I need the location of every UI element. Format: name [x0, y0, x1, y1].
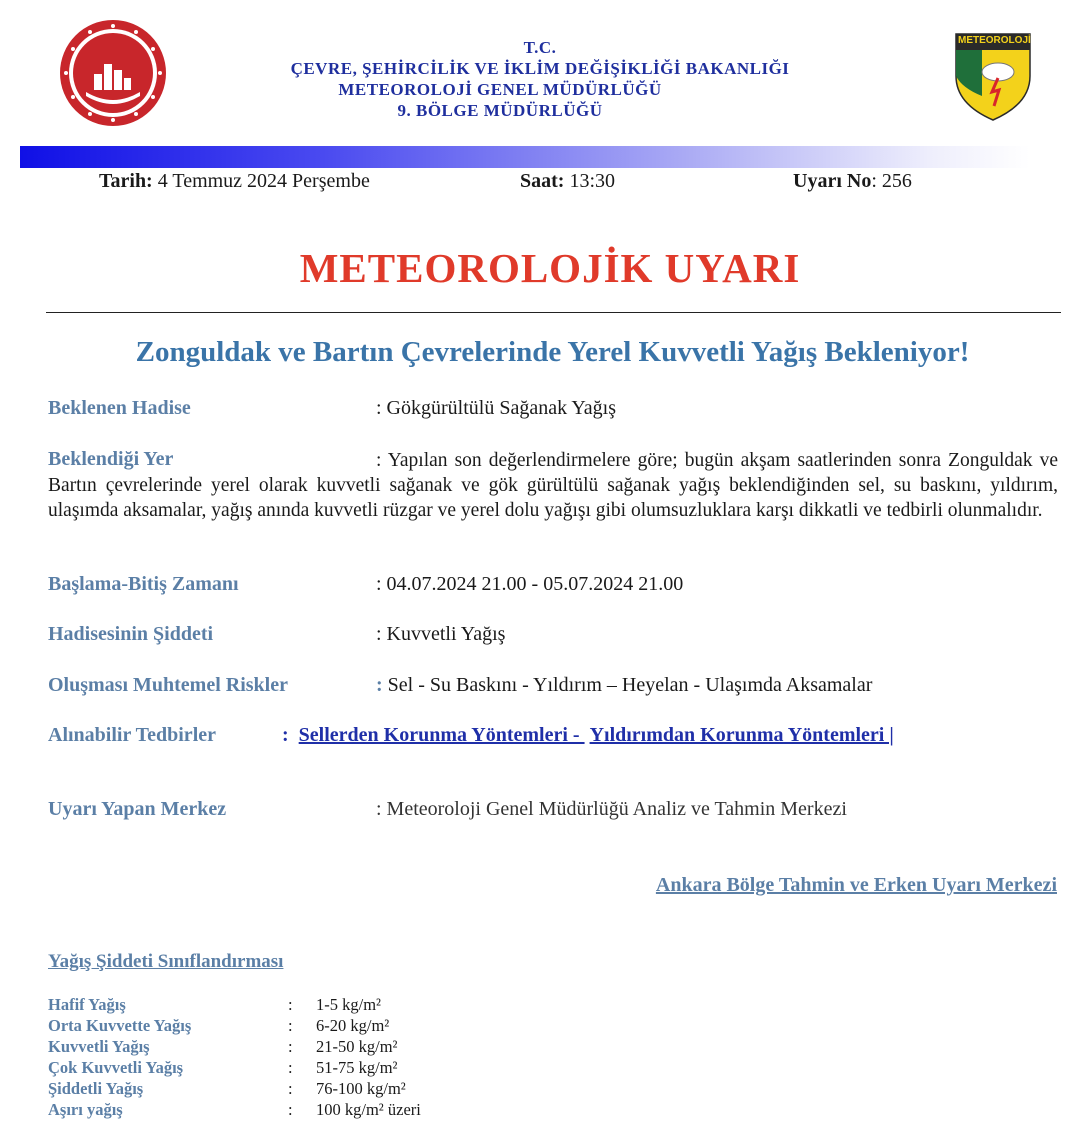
- date-value: 4 Temmuz 2024 Perşembe: [157, 170, 370, 192]
- hadise-label: Beklenen Hadise: [48, 397, 191, 419]
- yer-value: : Yapılan son değerlendirmelere göre; bugün akşam saatlerinden sonra Zonguldak ve Bartın çevrelerinde yerel olarak kuvvetli sağanak ve gök gürültülü sağanak yağış beklendiğinden sel, su baskını, yıldırım, ulaşımda aksamalar, yağış anında kuvvetli rüzgar ve yerel dolu yağışı gibi olumsuzluklara karşı dikkatli ve tedbirli olunmalıdır.: [48, 450, 1058, 521]
- time-field: [520, 170, 615, 193]
- warning-number-field: [793, 170, 912, 193]
- header-region: 9. BÖLGE MÜDÜRLÜĞÜ: [397, 101, 603, 120]
- warning-number-value: : 256: [871, 170, 912, 192]
- classification-value: 51-75 kg/m²: [316, 1058, 398, 1077]
- time-label: Saat:: [520, 170, 565, 192]
- yildirimdan-korunma-link[interactable]: Yıldırımdan Korunma Yöntemleri |: [589, 724, 894, 746]
- classification-label: Çok Kuvvetli Yağış: [48, 1058, 184, 1077]
- title-divider: [46, 312, 1061, 313]
- time-value: 13:30: [569, 170, 616, 192]
- tedbirler-label: Alınabilir Tedbirler: [48, 724, 216, 746]
- classification-row: Orta Kuvvette Yağış : 6-20 kg/m²: [48, 1016, 390, 1035]
- page-title: METEOROLOJİK UYARI: [299, 245, 801, 291]
- riskler-value: Sel - Su Baskını - Yıldırım – Heyelan - Ulaşımda Aksamalar: [387, 674, 873, 696]
- classification-value: 100 kg/m² üzeri: [316, 1100, 421, 1119]
- classification-value: 21-50 kg/m²: [316, 1037, 398, 1056]
- classification-title: Yağış Şiddeti Sınıflandırması: [48, 951, 284, 972]
- warning-number-label: Uyarı No: [793, 170, 872, 192]
- classification-row: Aşırı yağış : 100 kg/m² üzeri: [48, 1100, 421, 1119]
- date-field: [99, 170, 370, 193]
- classification-value: 6-20 kg/m²: [316, 1016, 390, 1035]
- warning-headline: Zonguldak ve Bartın Çevrelerinde Yerel Kuvvetli Yağış Bekleniyor!: [135, 336, 970, 368]
- hadise-value: : Gökgürültülü Sağanak Yağış: [376, 397, 616, 419]
- classification-row: Şiddetli Yağış : 76-100 kg/m²: [48, 1079, 406, 1098]
- date-label: Tarih:: [99, 170, 153, 192]
- ministry-seal-logo: [58, 18, 168, 128]
- logo-text: METEOROLOJİ: [958, 35, 1031, 46]
- merkez-label: Uyarı Yapan Merkez: [48, 798, 227, 820]
- header-tc: T.C.: [523, 38, 557, 57]
- classification-value: 76-100 kg/m²: [316, 1079, 406, 1098]
- sellerden-korunma-link[interactable]: Sellerden Korunma Yöntemleri -: [298, 724, 585, 746]
- yer-label: Beklendiği Yer: [48, 448, 174, 470]
- merkez-value: : Meteoroloji Genel Müdürlüğü Analiz ve Tahmin Merkezi: [376, 798, 847, 820]
- classification-row: Kuvvetli Yağış : 21-50 kg/m²: [48, 1037, 398, 1056]
- zaman-value: : 04.07.2024 21.00 - 05.07.2024 21.00: [376, 573, 684, 595]
- classification-label: Orta Kuvvette Yağış: [48, 1016, 192, 1035]
- riskler-field: : Sel - Su Baskını - Yıldırım – Heyelan - Ulaşımda Aksamalar: [376, 674, 873, 696]
- siddet-value: : Kuvvetli Yağış: [376, 623, 506, 645]
- classification-label: Kuvvetli Yağış: [48, 1037, 150, 1056]
- siddet-label: Hadisesinin Şiddeti: [48, 623, 214, 645]
- classification-row: Hafif Yağış : 1-5 kg/m²: [48, 995, 381, 1014]
- tedbirler-links: [282, 724, 894, 747]
- tedbirler-colon: :: [282, 724, 289, 746]
- regional-center-link[interactable]: Ankara Bölge Tahmin ve Erken Uyarı Merkezi: [655, 874, 1057, 896]
- header-ministry: ÇEVRE, ŞEHİRCİLİK VE İKLİM DEĞİŞİKLİĞİ BAKANLIĞI: [290, 59, 790, 78]
- header-directorate: METEOROLOJİ GENEL MÜDÜRLÜĞÜ: [338, 80, 662, 99]
- classification-label: Aşırı yağış: [48, 1100, 123, 1119]
- classification-label: Hafif Yağış: [48, 995, 126, 1014]
- header-gradient-bar: [20, 146, 1030, 168]
- meteoroloji-logo: [952, 30, 1034, 122]
- zaman-label: Başlama-Bitiş Zamanı: [48, 573, 239, 595]
- yer-description: [48, 448, 1058, 523]
- riskler-label: Oluşması Muhtemel Riskler: [48, 674, 288, 696]
- classification-value: 1-5 kg/m²: [316, 995, 381, 1014]
- classification-row: Çok Kuvvetli Yağış : 51-75 kg/m²: [48, 1058, 398, 1077]
- classification-label: Şiddetli Yağış: [48, 1079, 144, 1098]
